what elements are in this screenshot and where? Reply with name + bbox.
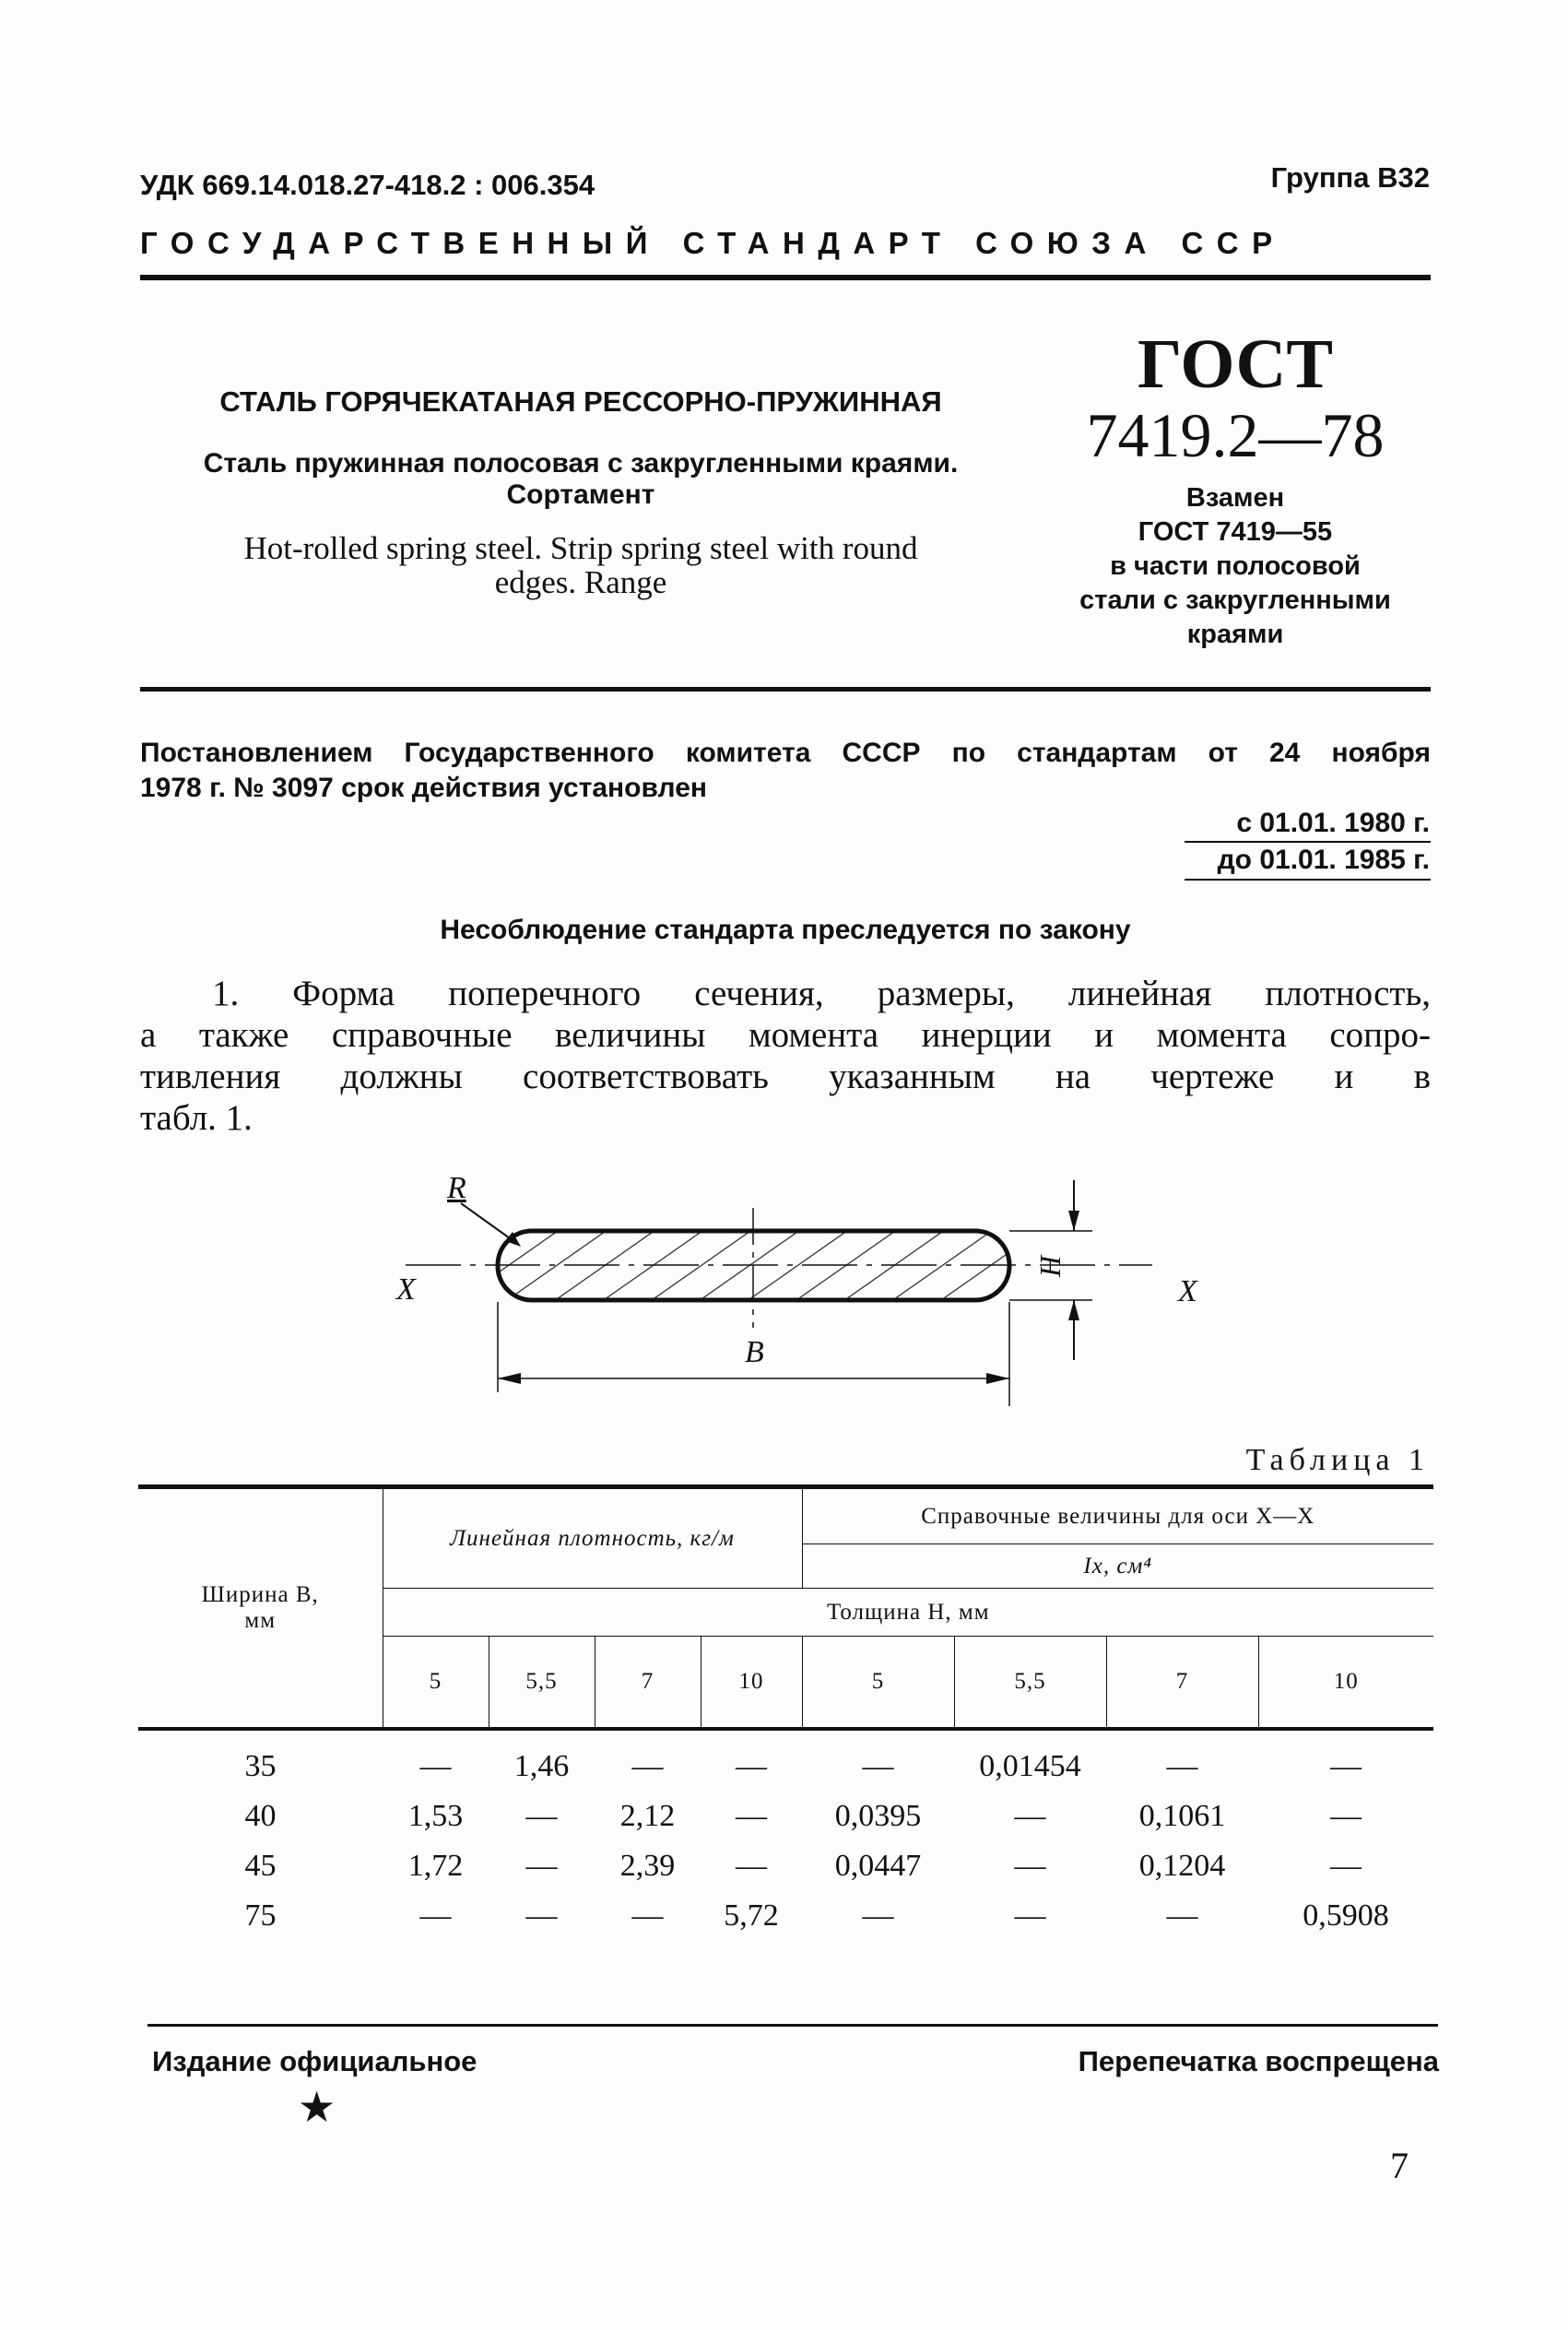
subtitle-ru-line1: Сталь пружинная полосовая с закругленными краями. bbox=[203, 448, 959, 479]
thickness-value: 10 bbox=[1333, 1668, 1359, 1694]
cell: — bbox=[525, 1848, 558, 1883]
gost-label: ГОСТ bbox=[1137, 325, 1334, 403]
table-row bbox=[138, 1792, 1433, 1841]
replaces-line: ГОСТ 7419—55 bbox=[1138, 517, 1333, 547]
paragraph-line: табл. 1. bbox=[140, 1098, 253, 1138]
cell: — bbox=[862, 1748, 894, 1783]
cell: 1,53 bbox=[407, 1798, 464, 1833]
cell: 2,39 bbox=[619, 1848, 676, 1883]
radius-leader bbox=[461, 1203, 516, 1243]
b-arrow-left bbox=[498, 1373, 521, 1384]
star-icon: ★ bbox=[298, 2082, 336, 2132]
cell: — bbox=[1014, 1848, 1046, 1883]
thickness-value: 5,5 bbox=[954, 1637, 1106, 1729]
b-arrow-right bbox=[986, 1373, 1009, 1384]
cell: — bbox=[1166, 1898, 1198, 1933]
cell: 0,1061 bbox=[1138, 1798, 1226, 1833]
cell: 2,12 bbox=[619, 1798, 676, 1833]
label-b: B bbox=[745, 1335, 764, 1369]
gost-number: 7419.2—78 bbox=[1086, 400, 1385, 470]
header-width-unit: мм bbox=[244, 1607, 277, 1633]
cell: — bbox=[1014, 1798, 1046, 1833]
replaces-line: краями bbox=[1186, 620, 1284, 649]
replaces-line: Взамен bbox=[1185, 483, 1285, 513]
header-width bbox=[138, 1487, 383, 1729]
label-h: H bbox=[1033, 1255, 1067, 1278]
footer-right: Перепечатка воспрещена bbox=[1078, 2045, 1439, 2077]
h-arrow-bottom bbox=[1068, 1300, 1079, 1320]
cell: — bbox=[736, 1748, 767, 1783]
cell: — bbox=[1330, 1798, 1362, 1833]
cell: — bbox=[1014, 1898, 1046, 1933]
row-width: 40 bbox=[244, 1798, 277, 1833]
group-code: Группа В32 bbox=[1270, 161, 1430, 194]
cell: 1,72 bbox=[407, 1848, 464, 1883]
h-arrow-top bbox=[1068, 1211, 1079, 1231]
replaces-line: стали с закругленными bbox=[1079, 585, 1391, 615]
decree-to: до 01.01. 1985 г. bbox=[1217, 845, 1430, 875]
cell: — bbox=[631, 1748, 664, 1783]
header-ix: Ix, см⁴ bbox=[1083, 1553, 1153, 1579]
paragraph-line: 1. Форма поперечного сечения, размеры, линейная плотность, bbox=[212, 974, 1431, 1013]
cell: — bbox=[736, 1798, 767, 1833]
cell: 0,1204 bbox=[1138, 1848, 1226, 1883]
cell: — bbox=[525, 1898, 558, 1933]
cell: — bbox=[631, 1898, 664, 1933]
page-number: 7 bbox=[1390, 2145, 1409, 2186]
law-notice: Несоблюдение стандарта преследуется по закону bbox=[440, 915, 1131, 945]
cell: — bbox=[525, 1798, 558, 1833]
thickness-value: 5,5 bbox=[489, 1637, 595, 1729]
cell: 1,46 bbox=[513, 1748, 570, 1783]
subtitle-ru-line2: Сортамент bbox=[506, 479, 655, 510]
label-x-left: X bbox=[396, 1272, 416, 1307]
paragraph-line: а также справочные величины момента инерции и момента сопро- bbox=[140, 1015, 1431, 1055]
title-en-line1: Hot-rolled spring steel. Strip spring steel with round bbox=[243, 530, 918, 566]
header-density: Линейная плотность, кг/м bbox=[383, 1487, 802, 1589]
paragraph-line: тивления должны соответствовать указанным на чертеже и в bbox=[140, 1057, 1431, 1096]
cell: 0,01454 bbox=[979, 1748, 1081, 1783]
row-width: 75 bbox=[244, 1898, 277, 1933]
thickness-value: 5 bbox=[383, 1637, 489, 1729]
header-width-label: Ширина B, bbox=[201, 1581, 319, 1607]
udk-code: УДК 669.14.018.27-418.2 : 006.354 bbox=[140, 169, 595, 201]
table-row bbox=[138, 1891, 1433, 1941]
decree-line1: Постановлением Государственного комитета СССР по стандартам от 24 ноября bbox=[140, 738, 1431, 768]
header-reference: Справочные величины для оси X—X bbox=[802, 1487, 1433, 1544]
cell: — bbox=[1166, 1748, 1198, 1783]
cell: 5,72 bbox=[724, 1898, 779, 1933]
cell: — bbox=[862, 1898, 894, 1933]
cell: — bbox=[1330, 1748, 1362, 1783]
assortment-table bbox=[138, 1484, 1433, 1941]
cell: 0,0447 bbox=[834, 1848, 922, 1883]
title-ru: СТАЛЬ ГОРЯЧЕКАТАНАЯ РЕССОРНО-ПРУЖИННАЯ bbox=[219, 385, 942, 418]
cell: 0,5908 bbox=[1303, 1898, 1389, 1933]
cell: — bbox=[1330, 1848, 1362, 1883]
table-spacer bbox=[138, 1729, 1433, 1742]
thickness-value: 5 bbox=[802, 1637, 954, 1729]
footer-left: Издание официальное bbox=[152, 2045, 477, 2077]
table-row bbox=[138, 1742, 1433, 1792]
table-caption: Таблица 1 bbox=[1245, 1443, 1430, 1477]
replaces-line: в части полосовой bbox=[1110, 551, 1361, 581]
title-en-line2: edges. Range bbox=[494, 564, 667, 600]
header-thickness: Толщина H, мм bbox=[383, 1589, 1433, 1637]
cell: — bbox=[419, 1748, 452, 1783]
decree-line2: 1978 г. № 3097 срок действия установлен bbox=[140, 773, 707, 803]
standard-line: ГОСУДАРСТВЕННЫЙ СТАНДАРТ СОЮЗА ССР bbox=[140, 226, 1286, 260]
cell: — bbox=[419, 1898, 452, 1933]
cell: — bbox=[736, 1848, 767, 1883]
table-row bbox=[138, 1841, 1433, 1891]
thickness-value: 7 bbox=[1106, 1637, 1258, 1729]
label-x-right: X bbox=[1178, 1274, 1197, 1308]
decree-from: с 01.01. 1980 г. bbox=[1236, 808, 1430, 838]
cell: 0,0395 bbox=[834, 1798, 922, 1833]
footer-rule bbox=[147, 2024, 1438, 2027]
thickness-value: 7 bbox=[595, 1637, 701, 1729]
row-width: 35 bbox=[244, 1748, 277, 1783]
thickness-value: 10 bbox=[701, 1637, 802, 1729]
label-r: R bbox=[447, 1171, 466, 1205]
row-width: 45 bbox=[244, 1848, 277, 1883]
